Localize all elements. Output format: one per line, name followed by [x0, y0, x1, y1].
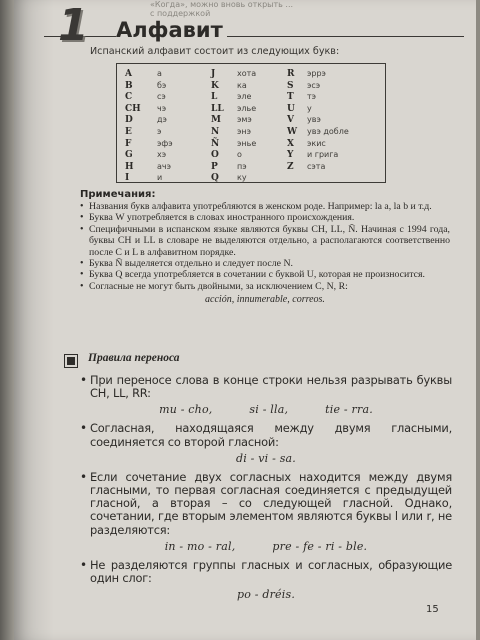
rule-example: po - dréis. [236, 588, 296, 602]
alphabet-letter-name: и грига [307, 150, 339, 160]
alphabet-letter-name: дэ [157, 115, 167, 125]
alphabet-entry [287, 161, 349, 173]
note-item: • Буква Q всегда употребляется в сочетании с буквой U, которая не произносится. [80, 269, 450, 280]
alphabet-letter-name: эсэ [307, 80, 321, 90]
intro-text: Испанский алфавит состоит из следующих букв: [90, 46, 340, 57]
alphabet-letter-name: ка [237, 80, 247, 90]
alphabet-letter-name: увэ добле [307, 126, 349, 136]
alphabet-letter: G [125, 150, 133, 161]
alphabet-column-2 [211, 68, 256, 184]
page-number: 15 [426, 604, 439, 615]
alphabet-entry [211, 172, 256, 184]
alphabet-letter: J [211, 69, 216, 79]
alphabet-entry [211, 149, 256, 161]
alphabet-letter-name: чэ [157, 103, 167, 113]
alphabet-letter-name: эррэ [307, 69, 326, 78]
alphabet-letter: S [287, 80, 294, 91]
alphabet-entry [125, 126, 173, 138]
alphabet-letter-name: сэта [307, 161, 326, 171]
hyphenation-rules [80, 374, 452, 607]
alphabet-letter-name: увэ [307, 115, 321, 125]
alphabet-letter-name: сэ [157, 92, 166, 102]
alphabet-entry [211, 80, 256, 92]
note-item: • Специфичными в испанском языке являются буквы CH, LL, Ñ. Начиная с 1994 года, буквы CH и LL в словаре не выделяются отдельно, а располагаются соответственно после C и L в алфавитном порядке. [80, 224, 450, 258]
alphabet-letter-name: эльe [237, 103, 257, 113]
alphabet-letter: F [125, 138, 132, 149]
alphabet-entry [125, 172, 173, 184]
alphabet-entry [287, 149, 349, 161]
alphabet-letter: Q [211, 173, 219, 184]
alphabet-entry [125, 138, 173, 150]
alphabet-letter-name: эмэ [237, 115, 252, 125]
alphabet-letter-name: тэ [307, 92, 317, 102]
section-marker-icon [64, 354, 78, 368]
alphabet-entry [125, 114, 173, 126]
alphabet-entry [125, 91, 173, 103]
alphabet-letter-name: и [157, 173, 163, 183]
alphabet-letter: A [125, 69, 132, 79]
alphabet-letter: N [211, 126, 220, 137]
alphabet-letter: E [125, 126, 132, 137]
alphabet-letter: I [125, 173, 130, 184]
alphabet-letter-name: пэ [237, 161, 247, 171]
alphabet-letter: B [125, 80, 133, 91]
alphabet-letter: Z [287, 161, 294, 172]
alphabet-entry [125, 80, 173, 92]
alphabet-letter: Y [287, 150, 294, 161]
alphabet-letter: C [125, 92, 133, 103]
alphabet-letter-name: ачэ [157, 161, 172, 171]
alphabet-letter-name: у [307, 103, 312, 113]
alphabet-table [116, 63, 386, 183]
alphabet-entry [211, 68, 256, 80]
alphabet-entry [211, 161, 256, 173]
alphabet-letter-name: эньe [237, 138, 257, 148]
alphabet-letter-name: экис [307, 138, 326, 148]
alphabet-letter-name: энэ [237, 126, 252, 136]
alphabet-letter: L [211, 92, 218, 103]
alphabet-letter: O [211, 150, 219, 161]
alphabet-letter: T [287, 92, 294, 103]
alphabet-letter: CH [125, 103, 141, 114]
note-item: • Названия букв алфавита употребляются в женском роде. Например: la a, la b и т.д. [80, 201, 450, 212]
alphabet-entry [287, 138, 349, 150]
rule-item: • Не разделяются группы гласных и согласных, образующие один слог: [80, 559, 452, 585]
alphabet-entry [287, 68, 349, 80]
notes-block [80, 189, 450, 309]
alphabet-entry [211, 138, 256, 150]
alphabet-letter-name: хота [237, 69, 257, 78]
alphabet-entry [211, 91, 256, 103]
alphabet-letter-name: а [157, 69, 162, 78]
alphabet-entry [211, 103, 256, 115]
alphabet-letter: Ñ [211, 138, 220, 149]
page-gutter [0, 0, 14, 640]
bleed-line: с поддержкой [150, 9, 211, 18]
note-item: • Буква Ñ выделяется отдельно и следует после N. [80, 258, 450, 269]
alphabet-letter: W [287, 126, 298, 137]
note-example: acción, innumerable, correos. [205, 294, 325, 306]
alphabet-column-3 [287, 68, 349, 172]
bleed-through-text [150, 0, 450, 20]
rule-item: • При переносе слова в конце строки нельзя разрывать буквы CH, LL, RR: [80, 374, 452, 400]
chapter-title: Алфавит [116, 18, 227, 42]
alphabet-letter: X [287, 138, 294, 149]
alphabet-letter-name: эфэ [157, 138, 173, 148]
alphabet-entry [211, 114, 256, 126]
alphabet-entry [287, 126, 349, 138]
alphabet-entry [125, 103, 173, 115]
rule-example: in - mo - ral, pre - fe - ri - ble. [164, 539, 368, 553]
rule-item: • Если сочетание двух согласных находится между двумя гласными, то первая согласная соединяется с предыдущей гласной, а вторая – со следующей гласной. Однако, сочетании, где вторым элементом являются буквы l или r, не разделяются: [80, 471, 452, 537]
alphabet-letter: K [211, 80, 219, 91]
alphabet-letter-name: о [237, 150, 242, 160]
rule-example: di - vi - sa. [235, 451, 296, 465]
alphabet-letter-name: э [157, 126, 162, 136]
alphabet-letter-name: бэ [157, 80, 167, 90]
alphabet-letter-name: ку [237, 173, 247, 183]
alphabet-entry [125, 68, 173, 80]
alphabet-entry [287, 114, 349, 126]
rule-example: mu - cho, si - lla, tie - rra. [159, 403, 373, 417]
alphabet-letter: P [211, 161, 218, 172]
alphabet-entry [287, 103, 349, 115]
alphabet-letter: V [287, 115, 294, 126]
alphabet-entry [287, 80, 349, 92]
rule-item: • Согласная, находящаяся между двумя гласными, соединяется со второй гласной: [80, 422, 452, 448]
note-item: • Согласные не могут быть двойными, за исключением C, N, R: [80, 281, 450, 292]
alphabet-letter: H [125, 161, 134, 172]
section-title: Правила переноса [88, 352, 180, 364]
alphabet-letter-name: хэ [157, 150, 167, 160]
alphabet-letter: U [287, 103, 295, 114]
alphabet-entry [125, 149, 173, 161]
alphabet-letter: D [125, 115, 133, 126]
alphabet-letter: LL [211, 103, 224, 114]
alphabet-column-1 [125, 68, 173, 184]
alphabet-letter-name: эле [237, 92, 252, 102]
alphabet-entry [287, 91, 349, 103]
note-item: • Буква W употребляется в словах иностранного происхождения. [80, 212, 450, 223]
alphabet-letter: M [211, 115, 221, 126]
alphabet-entry [125, 161, 173, 173]
bleed-line: «Когда», можно вновь открыть ... [150, 0, 294, 9]
alphabet-letter: R [287, 69, 295, 79]
notes-heading: Примечания: [80, 189, 156, 200]
alphabet-entry [211, 126, 256, 138]
chapter-number: 1 [58, 0, 89, 51]
